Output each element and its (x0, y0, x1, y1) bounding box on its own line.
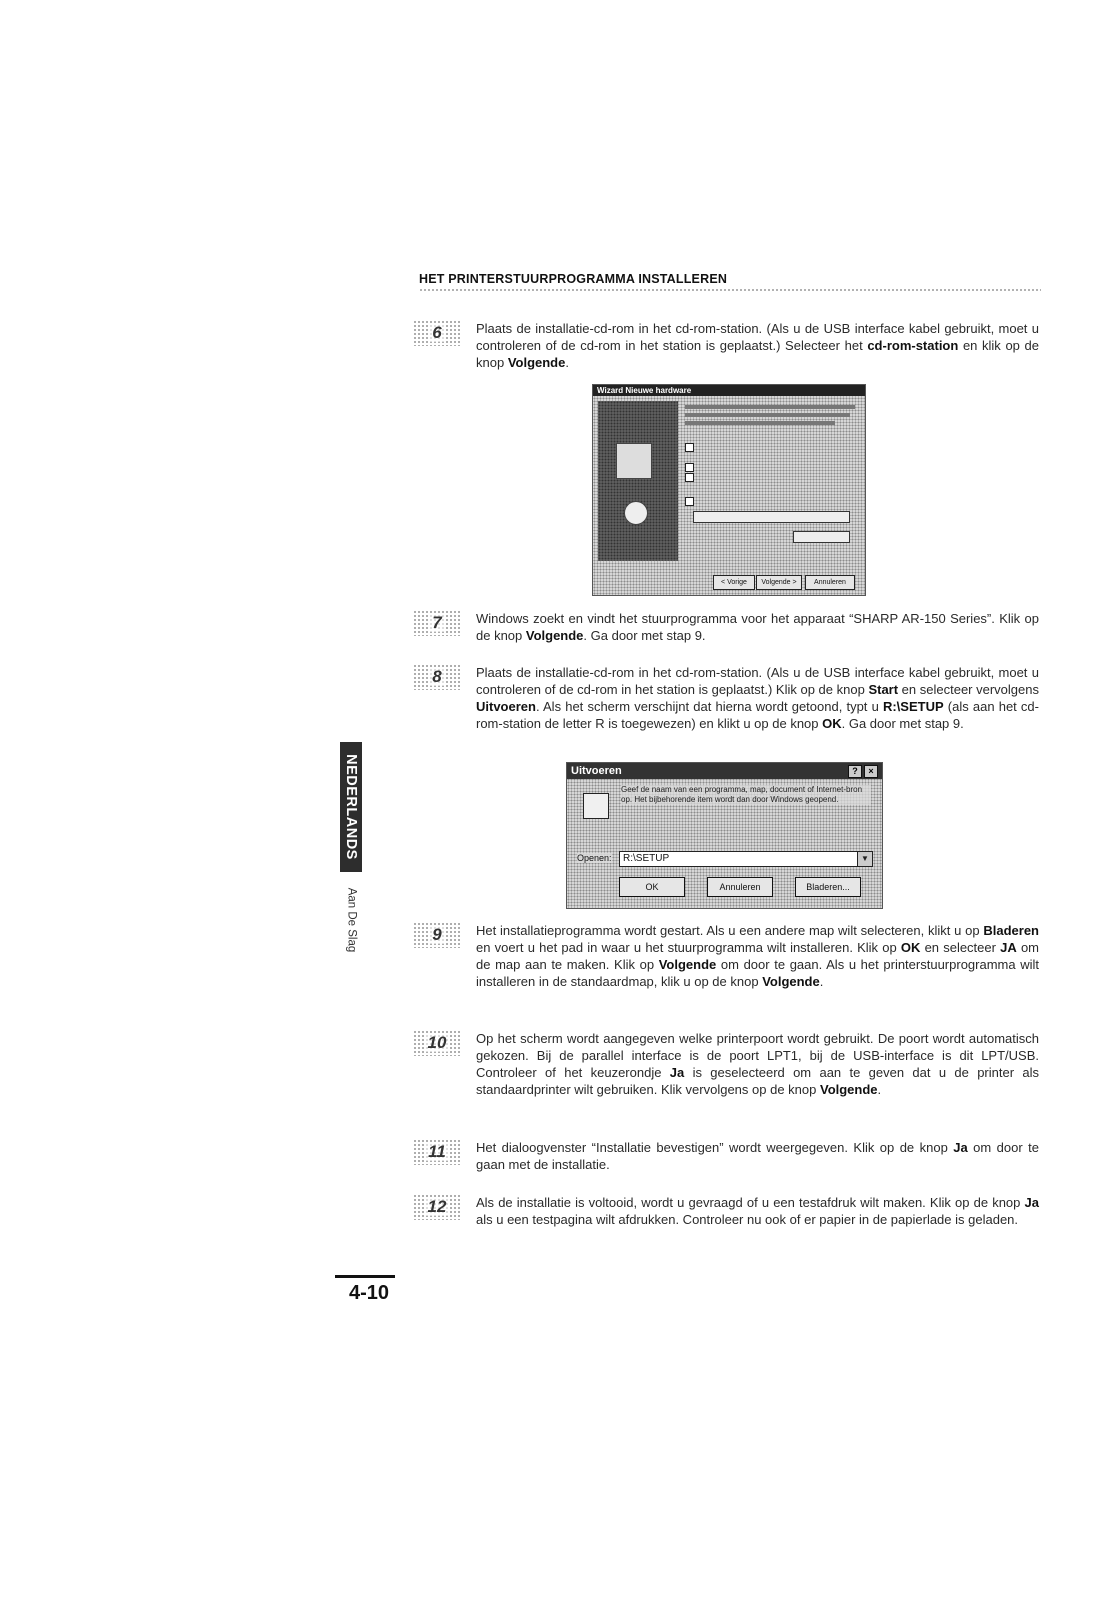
step-text (476, 922, 1039, 990)
step-number-badge (413, 1194, 461, 1220)
step-number-badge (413, 1030, 461, 1056)
step-text-bold: Volgende (525, 628, 584, 643)
ok-button[interactable]: OK (619, 877, 685, 897)
chevron-down-icon[interactable]: ▼ (857, 851, 873, 867)
step-number-badge (413, 320, 461, 346)
step-text-run: . (819, 974, 824, 989)
step-number: 9 (432, 925, 442, 944)
step-number: 7 (432, 613, 442, 632)
run-dialog-screenshot (566, 762, 883, 909)
step-text-run: Plaats de installatie-cd-rom in het cd-rom-station. (Als u de USB interface kabel gebruikt, moet u controleren of de cd-rom in het station is geplaatst.) Selecteer het (476, 321, 1039, 353)
wizard-checkbox[interactable] (685, 443, 694, 452)
step-text-run: (als aan het cd-rom-station de letter R is toegewezen) en klikt u op de knop (476, 699, 1039, 731)
step-text-run: Windows zoekt en vindt het stuurprogramma voor het apparaat “SHARP AR-150 Series”. Klik op de knop (476, 611, 1039, 643)
cd-icon (624, 501, 648, 525)
step-text-run: is geselecteerd om aan te geven dat u de printer als standaardprinter wilt gebruiken. Klik vervolgens op de knop (476, 1065, 1039, 1097)
step-text-run: Op het scherm wordt aangegeven welke printerpoort wordt gebruikt. De poort wordt automatisch gekozen. Bij de parallel interface is de poort LPT1, bij de USB-interface is dit LPT/USB. Controleer of het keuzerondje (476, 1031, 1039, 1080)
step-text-bold: JA (1000, 940, 1017, 955)
wizard-screenshot (592, 384, 866, 596)
step-text-bold: OK (900, 940, 921, 955)
chapter-label-text: Aan De Slag (345, 887, 358, 953)
run-dialog-description: Geef de naam van een programma, map, document of Internet-bron op. Het bijbehorende item wordt dan door Windows geopend. (621, 785, 871, 805)
text-line (685, 421, 835, 425)
step-text-bold: Bladeren (983, 923, 1039, 938)
step-text-run: . (565, 355, 569, 370)
cancel-button[interactable]: Annuleren (707, 877, 773, 897)
chapter-label (343, 880, 359, 960)
step-number-badge (413, 664, 461, 690)
help-icon[interactable]: ? (848, 765, 862, 778)
step-text (476, 664, 1039, 732)
step-number: 11 (428, 1142, 446, 1161)
step-text-run: . Als het scherm verschijnt dat hierna wordt getoond, typt u (535, 699, 883, 714)
language-tab (340, 742, 362, 872)
run-dialog-title-text: Uitvoeren (571, 765, 622, 777)
step-text (476, 1030, 1039, 1098)
open-label: Openen: (577, 853, 612, 863)
wizard-checkbox[interactable] (685, 497, 694, 506)
step-text-bold: Ja (953, 1140, 968, 1155)
step-number: 10 (427, 1033, 447, 1052)
step-text-run: . Ga door met stap 9. (583, 628, 706, 643)
step-text-bold: Ja (669, 1065, 685, 1080)
step-text-run: Plaats de installatie-cd-rom in het cd-rom-station. (Als u de USB interface kabel gebruikt, moet u controleren of de cd-rom in het station is geplaatst.) Klik op de knop (476, 665, 1039, 697)
step-text-bold: cd-rom-station (867, 338, 959, 353)
wizard-browse-button[interactable] (793, 531, 850, 543)
browse-button[interactable]: Bladeren... (795, 877, 861, 897)
step-text-bold: Ja (1024, 1195, 1039, 1210)
step-text-run: Het dialoogvenster “Installatie bevestigen” wordt weergegeven. Klik op de knop (476, 1140, 954, 1155)
wizard-title: Wizard Nieuwe hardware (593, 385, 865, 396)
step-text-run: als u een testpagina wilt afdrukken. Controleer nu ook of er papier in de papierlade is geladen. (476, 1212, 1019, 1227)
step-text (476, 320, 1039, 371)
step-text (476, 1139, 1039, 1173)
wizard-cancel-button[interactable]: Annuleren (805, 575, 855, 590)
page-number-rule (335, 1275, 395, 1278)
step-number-badge (413, 1139, 461, 1165)
section-title: HET PRINTERSTUURPROGRAMMA INSTALLEREN (419, 272, 728, 286)
step-text-bold: Uitvoeren (476, 699, 536, 714)
step-text-bold: Start (868, 682, 899, 697)
step-text-run: en selecteer vervolgens (898, 682, 1039, 697)
step-text-run: en klik op de knop (476, 338, 1039, 370)
wizard-checkbox[interactable] (685, 463, 694, 472)
step-text (476, 610, 1039, 644)
step-text-run: Als de installatie is voltooid, wordt u gevraagd of u een testafdruk wilt maken. Klik op de knop (476, 1195, 1025, 1210)
page-number: 4-10 (349, 1282, 390, 1304)
close-icon[interactable]: × (864, 765, 878, 778)
step-number: 8 (432, 667, 442, 686)
step-number-badge (413, 922, 461, 948)
step-text (476, 1194, 1039, 1228)
step-text-run: om door te gaan. Als u het printerstuurprogramma wilt installeren in de standaardmap, klik u op de knop (476, 957, 1039, 989)
computer-icon (616, 443, 652, 479)
wizard-next-button[interactable]: Volgende > (756, 575, 802, 590)
text-line (685, 405, 855, 409)
wizard-path-field[interactable] (693, 511, 850, 523)
run-dialog-title (567, 763, 882, 779)
step-text-run: om de map aan te maken. Klik op (476, 940, 1040, 972)
step-text-bold: Volgende (762, 974, 820, 989)
step-text-bold: Volgende (658, 957, 717, 972)
step-text-run: en voert u het pad in waar u het stuurprogramma wilt installeren. Klik op (476, 940, 901, 955)
text-line (685, 413, 850, 417)
step-text-bold: OK (822, 716, 842, 731)
language-tab-label: NEDERLANDS (343, 754, 360, 860)
step-number: 6 (432, 323, 442, 342)
wizard-checkbox[interactable] (685, 473, 694, 482)
step-text-bold: R:\SETUP (882, 699, 944, 714)
wizard-illustration (598, 401, 678, 561)
step-text-bold: Volgende (819, 1082, 878, 1097)
step-text-run: . Ga door met stap 9. (841, 716, 964, 731)
step-text-run: om door te gaan met de installatie. (476, 1140, 1039, 1172)
step-text-run: . (877, 1082, 882, 1097)
section-divider (419, 288, 1041, 292)
open-input[interactable]: R:\SETUP (619, 851, 864, 867)
wizard-back-button[interactable]: < Vorige (713, 575, 755, 590)
step-text-run: Het installatieprogramma wordt gestart. Als u een andere map wilt selecteren, klikt u op (476, 923, 984, 938)
step-text-bold: Volgende (507, 355, 566, 370)
step-text-run: en selecteer (920, 940, 1001, 955)
step-number-badge (413, 610, 461, 636)
run-icon (583, 793, 609, 819)
step-number: 12 (427, 1197, 447, 1216)
